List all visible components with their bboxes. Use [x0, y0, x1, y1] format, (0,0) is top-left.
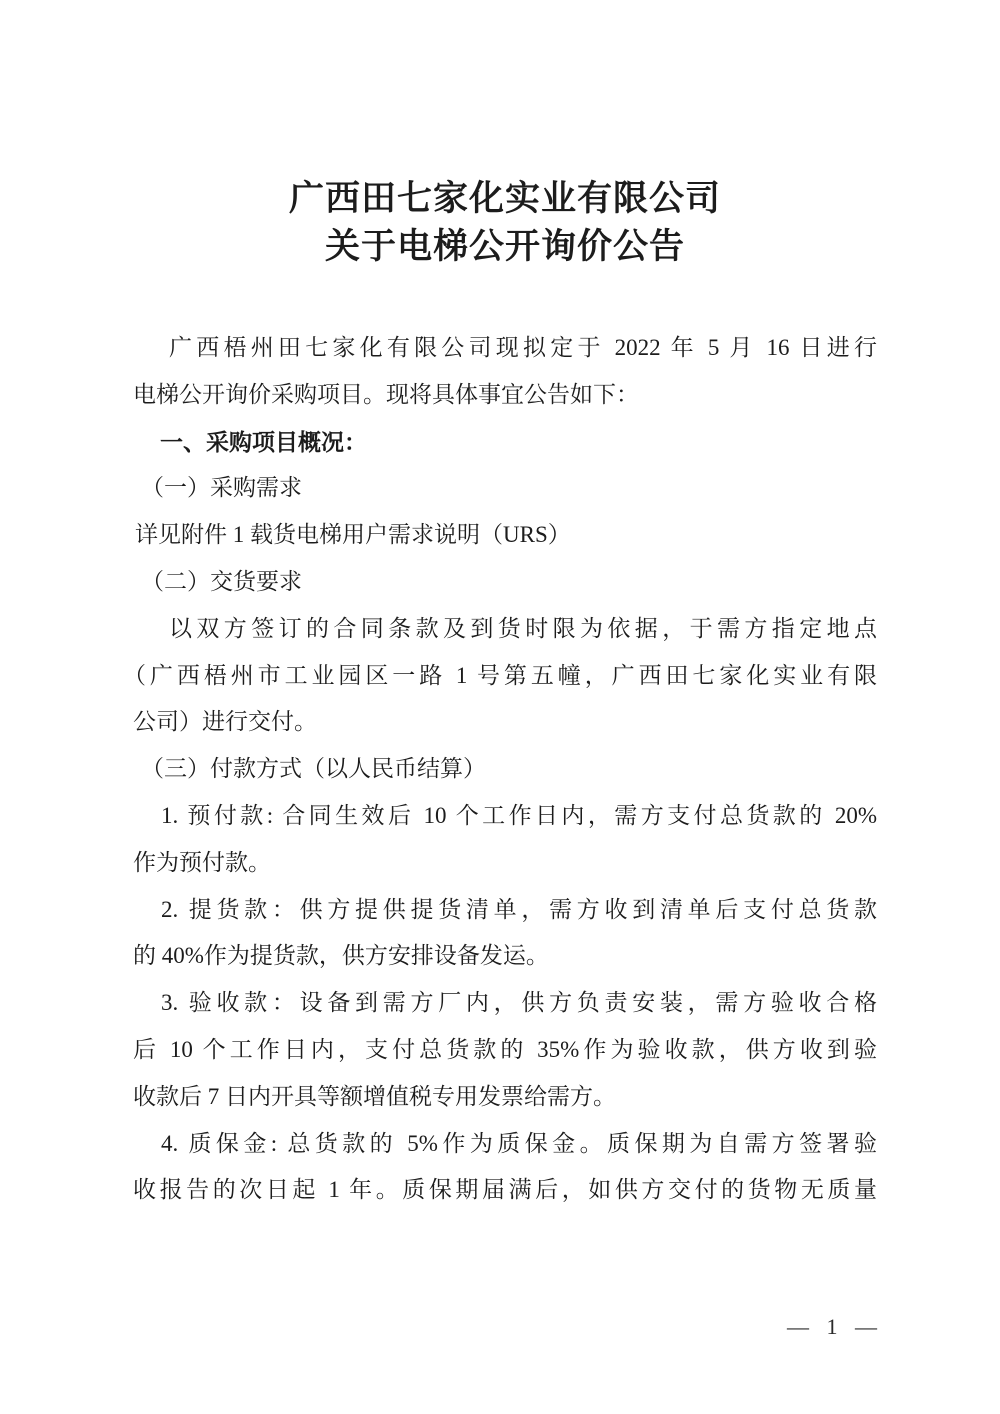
- section-1-heading: 一、采购项目概况：: [160, 428, 367, 455]
- payment-item-3-line-2: 后 10 个工作日内，支付总货款的 35%作为验收款，供方收到验: [133, 1036, 877, 1062]
- title-line-1: 广西田七家化实业有限公司: [288, 179, 721, 218]
- payment-item-3-line-3: 收款后 7 日内开具等额增值税专用发票给需方。: [133, 1083, 616, 1109]
- subsection-1-heading: （一）采购需求: [141, 475, 302, 501]
- page-number: — 1 —: [787, 1314, 877, 1339]
- subsection-2-body-line-2: （广西梧州市工业园区一路 1 号第五幢，广西田七家化实业有限: [123, 662, 877, 688]
- subsection-2-body-line-3: 公司）进行交付。: [133, 709, 317, 735]
- payment-item-3-line-1: 3. 验收款：设备到需方厂内，供方负责安装，需方验收合格: [161, 990, 877, 1016]
- intro-paragraph-line-1: 广西梧州田七家化有限公司现拟定于 2022 年 5 月 16 日进行: [169, 335, 877, 360]
- subsection-2-heading: （二）交货要求: [141, 568, 302, 594]
- payment-item-4-line-1: 4. 质保金: 总货款的 5%作为质保金。质保期为自需方签署验: [161, 1130, 877, 1156]
- payment-item-4-line-2: 收报告的次日起 1 年。质保期届满后，如供方交付的货物无质量: [133, 1177, 877, 1203]
- title-spacer: [133, 271, 877, 325]
- subsection-1-body-line-1: 详见附件 1 载货电梯用户需求说明（URS）: [135, 522, 571, 548]
- payment-item-1-line-1: 1. 预付款: 合同生效后 10 个工作日内，需方支付总货款的 20%: [161, 802, 877, 828]
- subsection-3-heading: （三）付款方式（以人民币结算）: [141, 756, 486, 782]
- title-line-2: 关于电梯公开询价公告: [324, 227, 685, 266]
- document-title: [133, 175, 877, 271]
- payment-item-2-line-2: 的 40%作为提货款，供方安排设备发运。: [133, 943, 549, 969]
- payment-item-2-line-1: 2. 提货款：供方提供提货清单，需方收到清单后支付总货款: [161, 896, 877, 922]
- intro-paragraph-line-2: 电梯公开询价采购项目。现将具体事宜公告如下：: [133, 381, 639, 407]
- document-content: [123, 175, 877, 1214]
- subsection-2-body-line-1: 以双方签订的合同条款及到货时限为依据，于需方指定地点: [169, 615, 877, 641]
- payment-item-1-line-2: 作为预付款。: [133, 849, 271, 875]
